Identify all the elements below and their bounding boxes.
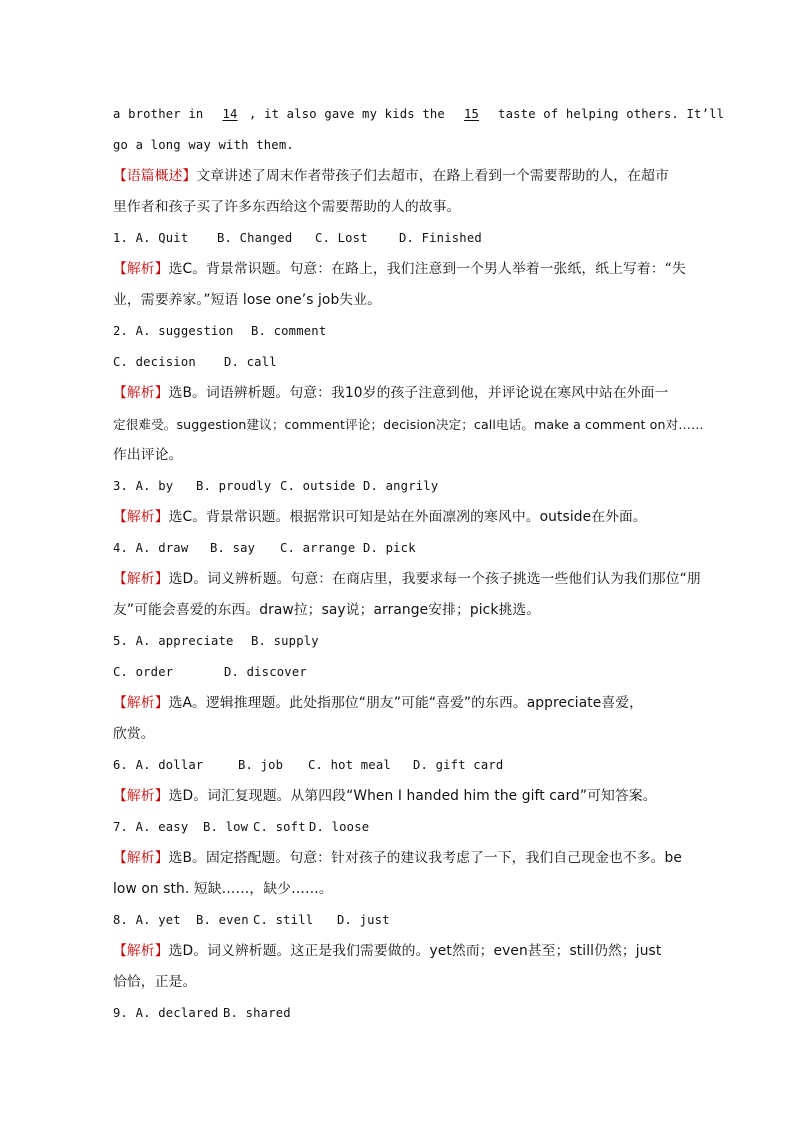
question-1 — [113, 227, 685, 258]
question-5-line-2 — [113, 661, 685, 692]
analysis-4-line-1 — [113, 568, 701, 599]
question-5-line-1 — [113, 630, 685, 661]
analysis-text: 作出评论。 — [113, 447, 183, 463]
analysis-7-line-1 — [113, 847, 685, 878]
analysis-text: 选B。词语辨析题。句意：我10岁的孩子注意到他，并评论说在寒风中站在外面一 — [168, 385, 669, 401]
option-c: C. decision — [113, 355, 196, 369]
document-body — [113, 103, 725, 1033]
analysis-text: 定很难受。suggestion建议；comment评论；decision决定；call电话。make a comment on对…… — [113, 417, 704, 432]
option-b: B. job — [238, 758, 284, 772]
analysis-text: 选C。背景常识题。句意：在路上，我们注意到一个男人举着一张纸，纸上写着：“失 — [168, 261, 686, 277]
analysis-text: 恰恰，正是。 — [113, 974, 197, 990]
summary-text: 里作者和孩子买了许多东西给这个需要帮助的人的故事。 — [113, 199, 461, 215]
option-d: D. discover — [224, 665, 307, 679]
analysis-text: 选D。词义辨析题。句意：在商店里，我要求每一个孩子挑选一些他们认为我们那位“朋 — [168, 571, 701, 587]
option-d: D. loose — [309, 820, 370, 834]
analysis-5-line-1 — [113, 692, 685, 723]
option-b: B. supply — [251, 634, 319, 648]
analysis-text: 选C。背景常识题。根据常识可知是站在外面凛冽的寒风中。outside在外面。 — [168, 509, 647, 525]
question-2-line-1 — [113, 320, 685, 351]
analysis-tag: 【解析】 — [113, 788, 169, 804]
analysis-8-line-2 — [113, 971, 685, 1002]
option-c: C. outside — [280, 479, 356, 493]
blank-14: 14 — [222, 107, 238, 121]
analysis-7-line-2 — [113, 878, 685, 909]
option-d: D. Finished — [399, 231, 482, 245]
analysis-2-line-2 — [113, 413, 704, 444]
option-a: 7. A. easy — [113, 820, 189, 834]
option-a: 5. A. appreciate — [113, 634, 234, 648]
analysis-text: 选D。词汇复现题。从第四段“When I handed him the gift card”可知答案。 — [168, 788, 657, 804]
option-c: C. order — [113, 665, 174, 679]
question-7 — [113, 816, 685, 847]
analysis-tag: 【解析】 — [113, 509, 169, 525]
option-b: B. comment — [251, 324, 327, 338]
option-c: C. soft — [253, 820, 306, 834]
question-2-line-2 — [113, 351, 685, 382]
question-8 — [113, 909, 685, 940]
analysis-1-line-1 — [113, 258, 685, 289]
analysis-tag: 【解析】 — [113, 695, 169, 711]
analysis-1-line-2 — [113, 289, 685, 320]
option-a: 9. A. declared — [113, 1006, 219, 1020]
analysis-tag: 【解析】 — [113, 261, 169, 277]
passage-line-1 — [113, 103, 725, 134]
analysis-2-line-3 — [113, 444, 685, 475]
analysis-tag: 【解析】 — [113, 850, 169, 866]
analysis-tag: 【解析】 — [113, 571, 169, 587]
passage-text: taste of helping others. It’ll — [490, 107, 725, 121]
analysis-tag: 【解析】 — [113, 943, 169, 959]
passage-text: , it also gave my kids the — [249, 107, 453, 121]
analysis-text: 选B。固定搭配题。句意：针对孩子的建议我考虑了一下，我们自己现金也不多。be — [168, 850, 682, 866]
question-9 — [113, 1002, 685, 1033]
option-a: 2. A. suggestion — [113, 324, 234, 338]
analysis-5-line-2 — [113, 723, 685, 754]
passage-line-2 — [113, 134, 685, 165]
option-d: D. angrily — [363, 479, 439, 493]
option-c: C. hot meal — [308, 758, 391, 772]
option-d: D. gift card — [413, 758, 504, 772]
option-a: 1. A. Quit — [113, 231, 189, 245]
option-c: C. arrange — [280, 541, 356, 555]
analysis-text: 业，需要养家。”短语 lose one’s job失业。 — [113, 292, 381, 308]
analysis-8-line-1 — [113, 940, 685, 971]
analysis-tag: 【解析】 — [113, 385, 169, 401]
option-b: B. proudly — [196, 479, 272, 493]
option-b: B. say — [210, 541, 256, 555]
option-d: D. pick — [363, 541, 416, 555]
analysis-6-line-1 — [113, 785, 685, 816]
analysis-4-line-2 — [113, 599, 685, 630]
passage-text: a brother in — [113, 107, 211, 121]
analysis-text: 选D。词义辨析题。这正是我们需要做的。yet然而；even甚至；still仍然；just — [168, 943, 662, 959]
summary-line-2 — [113, 196, 685, 227]
option-a: 3. A. by — [113, 479, 174, 493]
question-4 — [113, 537, 685, 568]
option-a: 4. A. draw — [113, 541, 189, 555]
option-b: B. low — [203, 820, 249, 834]
option-a: 8. A. yet — [113, 913, 181, 927]
option-c: C. Lost — [315, 231, 368, 245]
analysis-2-line-1 — [113, 382, 685, 413]
analysis-text: low on sth. 短缺……，缺少……。 — [113, 881, 333, 897]
question-3 — [113, 475, 685, 506]
analysis-text: 选A。逻辑推理题。此处指那位“朋友”可能“喜爱”的东西。appreciate喜爱， — [168, 695, 644, 711]
option-c: C. still — [253, 913, 314, 927]
summary-line-1 — [113, 165, 685, 196]
option-d: D. call — [224, 355, 277, 369]
option-b: B. shared — [223, 1006, 291, 1020]
analysis-text: 友”可能会喜爱的东西。draw拉；say说；arrange安排；pick挑选。 — [113, 602, 541, 618]
option-b: B. Changed — [217, 231, 293, 245]
summary-tag: 【语篇概述】 — [113, 168, 197, 184]
summary-text: 文章讲述了周末作者带孩子们去超市，在路上看到一个需要帮助的人，在超市 — [196, 168, 669, 184]
option-a: 6. A. dollar — [113, 758, 204, 772]
blank-15: 15 — [463, 107, 480, 121]
analysis-text: 欣赏。 — [113, 726, 155, 742]
option-b: B. even — [196, 913, 249, 927]
question-6 — [113, 754, 685, 785]
analysis-3-line-1 — [113, 506, 685, 537]
option-d: D. just — [337, 913, 390, 927]
passage-text: go a long way with them. — [113, 138, 294, 152]
